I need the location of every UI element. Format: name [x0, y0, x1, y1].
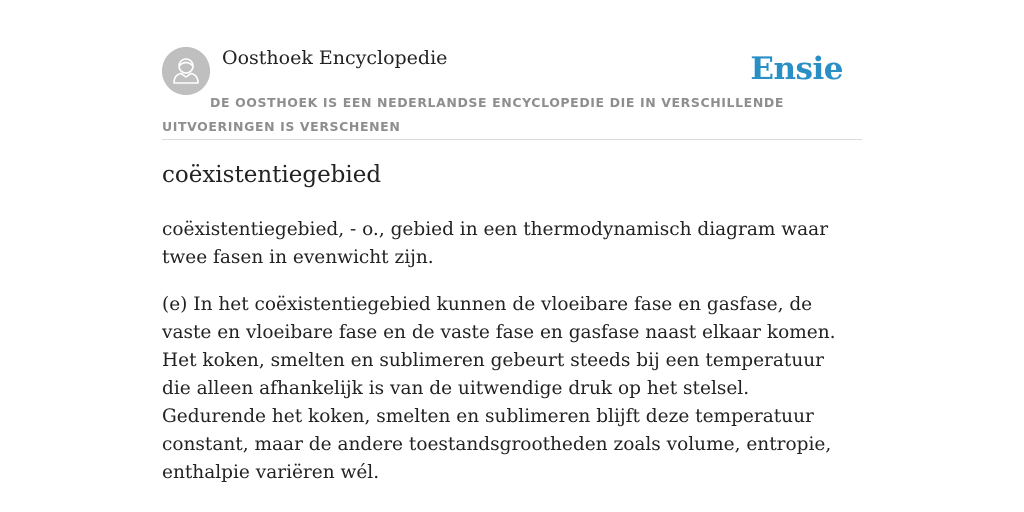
source-tagline: DE OOSTHOEK IS EEN NEDERLANDSE ENCYCLOPEDIE DIE IN VERSCHILLENDE UITVOERINGEN IS VERSCHENEN [162, 95, 784, 134]
entry-definition: coëxistentiegebied, - o., gebied in een thermodynamisch diagram waar twee fasen in evenwicht zijn. [162, 219, 829, 268]
user-avatar-icon[interactable] [162, 47, 210, 95]
entry-card [162, 44, 862, 483]
ensie-logo[interactable]: Ensie [750, 51, 843, 87]
source-header [162, 44, 862, 140]
source-name-link[interactable]: Oosthoek Encyclopedie [222, 47, 448, 69]
entry-explanation: (e) In het coëxistentiegebied kunnen de vloeibare fase en gasfase, de vaste en vloeibare fase en de vaste fase en gasfase naast elkaar komen. Het koken, smelten en sublimeren gebeurt steeds bij een temperatuur die alleen afhankelijk is van de uitwendige druk op het stelsel. Gedurende het koken, smelten en sublimeren blijft deze temperatuur constant, maar de andere toestandsgrootheden zoals volume, entropie, enthalpie variëren wél. [162, 294, 836, 483]
entry-title: coëxistentiegebied [162, 162, 382, 188]
